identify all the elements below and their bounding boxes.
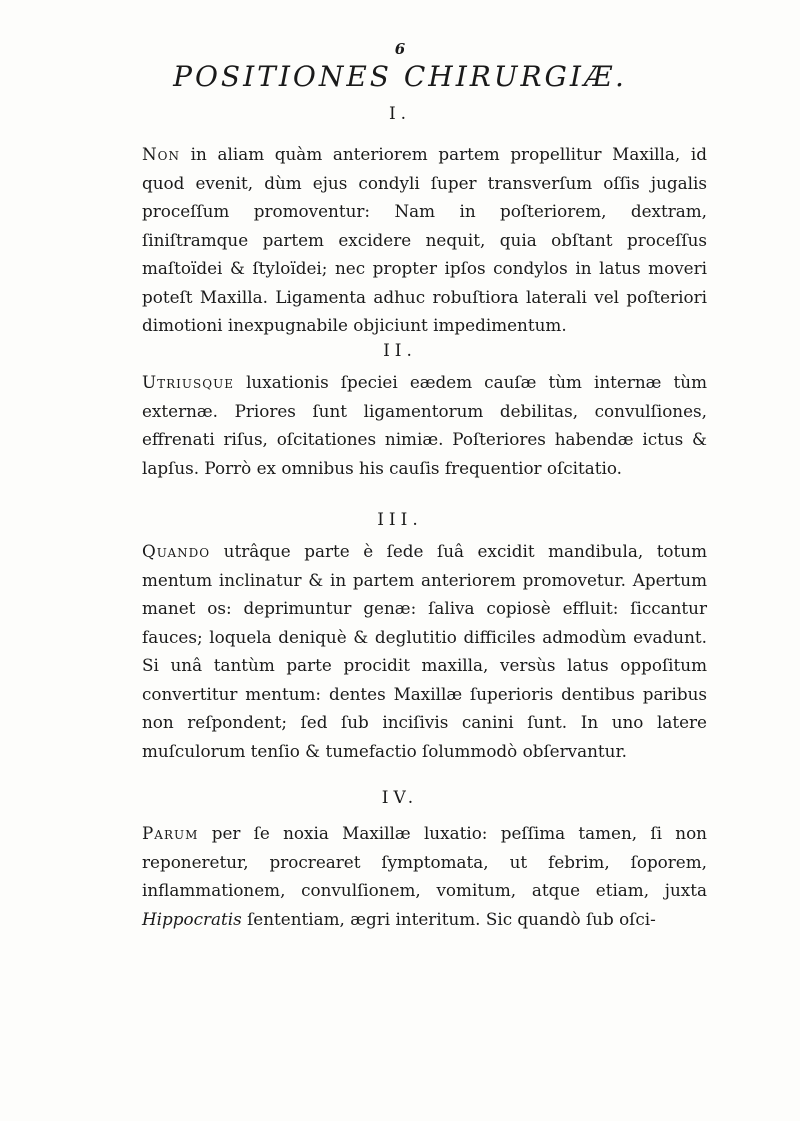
section-numeral-4: IV. (381, 788, 419, 808)
section-numeral-2: II. (383, 341, 417, 361)
section-2-text (142, 368, 707, 482)
paragraph (142, 368, 707, 482)
paragraph-body: luxationis ſpeciei eædem cauſæ tùm internæ tùm externæ. Priores ſunt ligamentorum debilitas, convulſiones, effrenati riſus, oſcitationes nimiæ. Poſteriores habendæ ictus & lapſus. Porrò ex omnibus his cauſis frequentior oſcitatio. (142, 372, 708, 478)
section-3-text (142, 537, 707, 765)
lead-word: Utriusque (142, 372, 234, 392)
paragraph (142, 140, 707, 340)
page-number: 6 (394, 40, 406, 58)
section-1-text (142, 140, 707, 340)
paragraph (142, 537, 707, 765)
paragraph-body: in aliam quàm anteriorem partem propellitur Maxilla, id quod evenit, dùm ejus condyli ſuper transverſum oſſis jugalis proceſſum promoventur: Nam in poſteriorem, dextram, ſiniſtramque partem excidere nequit, quia obſtant proceſſus maſtoïdei & ſtyloïdei; nec propter ipſos condylos in latus moveri poteſt Maxilla. Ligamenta adhuc robuſtiora laterali vel poſteriori dimotioni inexpugnabile objiciunt impedimentum. (142, 144, 707, 335)
paragraph-body-end: ſententiam, ægri interitum. Sic quandò ſub oſci- (247, 908, 656, 929)
section-numeral-1: I. (388, 104, 412, 124)
paragraph-body: utrâque parte è ſede ſuâ excidit mandibula, totum mentum inclinatur & in partem anteriorem promovetur. Apertum manet os: deprimuntur genæ: ſaliva copiosè effluit: ſiccantur fauces; loquela deniquè & deglutitio difficiles admodùm evadunt. Si unâ tantùm parte procidit maxilla, versùs latus oppoſitum convertitur mentum: dentes Maxillæ ſuperioris dentibus paribus non reſpondent; ſed ſub inciſivis canini ſunt. In uno latere muſculorum tenſio & tumefactio ſolummodò obſervantur. (142, 541, 707, 761)
author-name: Hippocratis (142, 908, 242, 929)
lead-word: Non (142, 144, 181, 164)
section-numeral-3: III. (377, 510, 423, 530)
section-4-text (142, 819, 707, 933)
paragraph-body: per ſe noxia Maxillæ luxatio: peſſima tamen, ſi non reponeretur, procrearet ſymptomata, ut febrim, ſoporem, inflammationem, convulſionem, vomitum, atque etiam, juxta (142, 823, 707, 900)
page-title: POSITIONES CHIRURGIÆ. (173, 60, 627, 93)
lead-word: Quando (142, 541, 211, 561)
lead-word: Parum (142, 823, 199, 843)
paragraph (142, 819, 707, 933)
